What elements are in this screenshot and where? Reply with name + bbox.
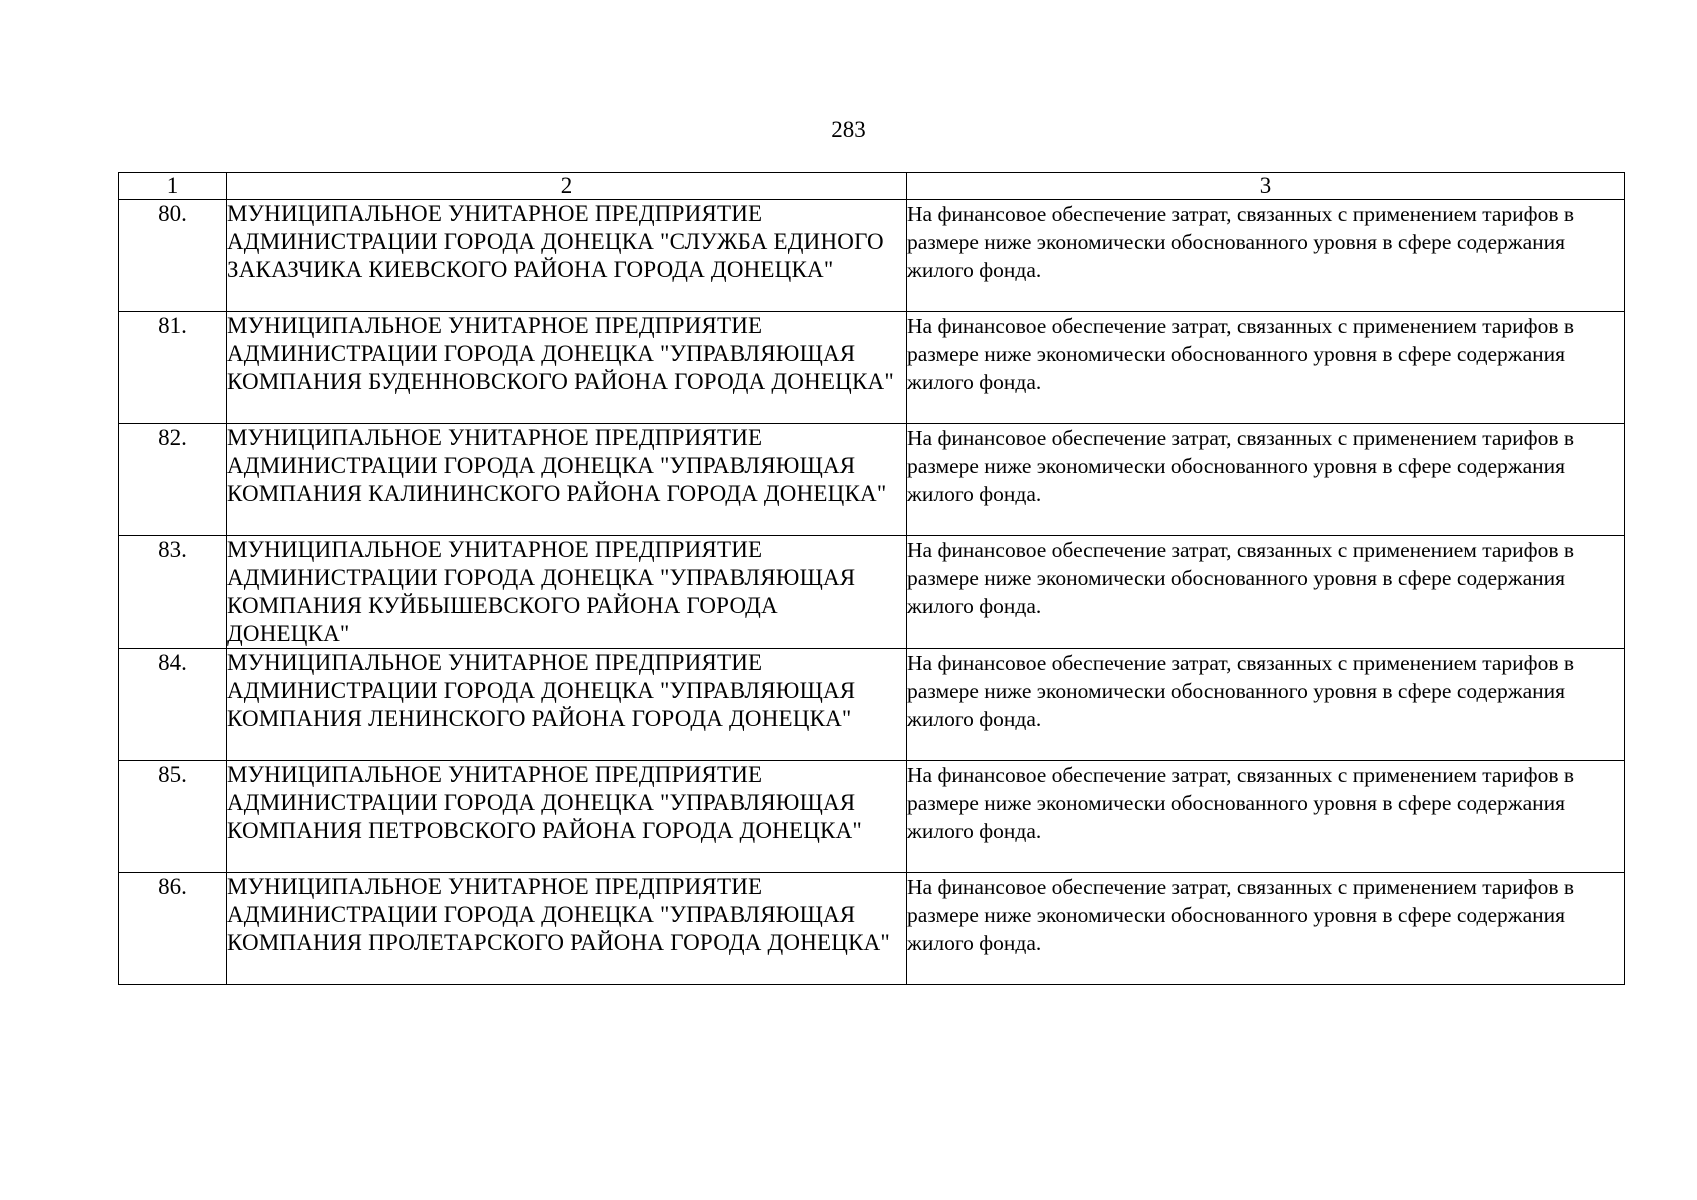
purpose-description: На финансовое обеспечение затрат, связанных с применением тарифов в размере ниже экономически обоснованного уровня в сфере содержания жилого фонда.	[907, 536, 1625, 649]
header-column-3: 3	[907, 173, 1625, 200]
header-column-2: 2	[227, 173, 907, 200]
row-number: 82.	[119, 424, 227, 536]
enterprise-name: МУНИЦИПАЛЬНОЕ УНИТАРНОЕ ПРЕДПРИЯТИЕ АДМИНИСТРАЦИИ ГОРОДА ДОНЕЦКА "УПРАВЛЯЮЩАЯ КОМПАНИЯ ПЕТРОВСКОГО РАЙОНА ГОРОДА ДОНЕЦКА"	[227, 761, 907, 873]
table-row	[119, 649, 1625, 761]
enterprise-name: МУНИЦИПАЛЬНОЕ УНИТАРНОЕ ПРЕДПРИЯТИЕ АДМИНИСТРАЦИИ ГОРОДА ДОНЕЦКА "УПРАВЛЯЮЩАЯ КОМПАНИЯ БУДЕННОВСКОГО РАЙОНА ГОРОДА ДОНЕЦКА"	[227, 312, 907, 424]
row-number: 81.	[119, 312, 227, 424]
table-header	[119, 173, 1625, 200]
subsidy-table	[118, 172, 1625, 985]
enterprise-name: МУНИЦИПАЛЬНОЕ УНИТАРНОЕ ПРЕДПРИЯТИЕ АДМИНИСТРАЦИИ ГОРОДА ДОНЕЦКА "УПРАВЛЯЮЩАЯ КОМПАНИЯ КУЙБЫШЕВСКОГО РАЙОНА ГОРОДА ДОНЕЦКА"	[227, 536, 907, 649]
header-column-1: 1	[119, 173, 227, 200]
purpose-description: На финансовое обеспечение затрат, связанных с применением тарифов в размере ниже экономически обоснованного уровня в сфере содержания жилого фонда.	[907, 761, 1625, 873]
table-row	[119, 536, 1625, 649]
row-number: 83.	[119, 536, 227, 649]
page-number: 283	[831, 117, 866, 142]
purpose-description: На финансовое обеспечение затрат, связанных с применением тарифов в размере ниже экономически обоснованного уровня в сфере содержания жилого фонда.	[907, 424, 1625, 536]
row-number: 80.	[119, 200, 227, 312]
enterprise-name: МУНИЦИПАЛЬНОЕ УНИТАРНОЕ ПРЕДПРИЯТИЕ АДМИНИСТРАЦИИ ГОРОДА ДОНЕЦКА "УПРАВЛЯЮЩАЯ КОМПАНИЯ ЛЕНИНСКОГО РАЙОНА ГОРОДА ДОНЕЦКА"	[227, 649, 907, 761]
enterprise-name: МУНИЦИПАЛЬНОЕ УНИТАРНОЕ ПРЕДПРИЯТИЕ АДМИНИСТРАЦИИ ГОРОДА ДОНЕЦКА "УПРАВЛЯЮЩАЯ КОМПАНИЯ ПРОЛЕТАРСКОГО РАЙОНА ГОРОДА ДОНЕЦКА"	[227, 873, 907, 985]
purpose-description: На финансовое обеспечение затрат, связанных с применением тарифов в размере ниже экономически обоснованного уровня в сфере содержания жилого фонда.	[907, 312, 1625, 424]
table-body	[119, 200, 1625, 985]
purpose-description: На финансовое обеспечение затрат, связанных с применением тарифов в размере ниже экономически обоснованного уровня в сфере содержания жилого фонда.	[907, 649, 1625, 761]
table-row	[119, 424, 1625, 536]
table-row	[119, 873, 1625, 985]
purpose-description: На финансовое обеспечение затрат, связанных с применением тарифов в размере ниже экономически обоснованного уровня в сфере содержания жилого фонда.	[907, 873, 1625, 985]
purpose-description: На финансовое обеспечение затрат, связанных с применением тарифов в размере ниже экономически обоснованного уровня в сфере содержания жилого фонда.	[907, 200, 1625, 312]
table-row	[119, 761, 1625, 873]
table-row	[119, 200, 1625, 312]
enterprise-name: МУНИЦИПАЛЬНОЕ УНИТАРНОЕ ПРЕДПРИЯТИЕ АДМИНИСТРАЦИИ ГОРОДА ДОНЕЦКА "УПРАВЛЯЮЩАЯ КОМПАНИЯ КАЛИНИНСКОГО РАЙОНА ГОРОДА ДОНЕЦКА"	[227, 424, 907, 536]
row-number: 85.	[119, 761, 227, 873]
header-row	[119, 173, 1625, 200]
enterprise-name: МУНИЦИПАЛЬНОЕ УНИТАРНОЕ ПРЕДПРИЯТИЕ АДМИНИСТРАЦИИ ГОРОДА ДОНЕЦКА "СЛУЖБА ЕДИНОГО ЗАКАЗЧИКА КИЕВСКОГО РАЙОНА ГОРОДА ДОНЕЦКА"	[227, 200, 907, 312]
row-number: 86.	[119, 873, 227, 985]
row-number: 84.	[119, 649, 227, 761]
table-row	[119, 312, 1625, 424]
